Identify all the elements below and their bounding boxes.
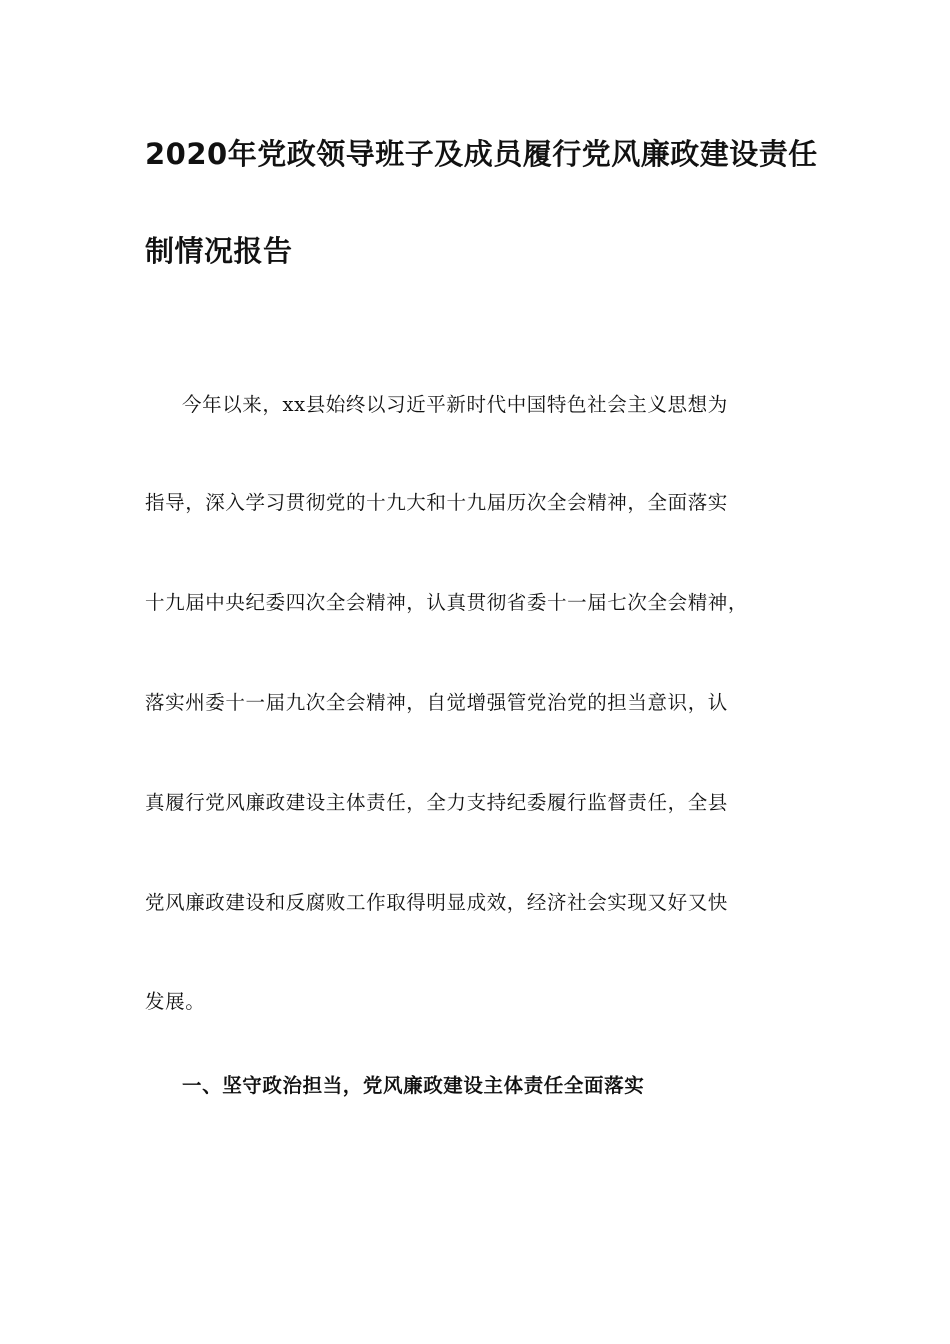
paragraph-line-5: 真履行党风廉政建设主体责任，全力支持纪委履行监督责任，全县 xyxy=(145,791,728,814)
paragraph-line-2: 指导，深入学习贯彻党的十九大和十九届历次全会精神，全面落实 xyxy=(145,491,728,514)
paragraph-line-3: 十九届中央纪委四次全会精神，认真贯彻省委十一届七次全会精神， xyxy=(145,591,749,614)
document-title-line-2: 制情况报告 xyxy=(145,234,293,268)
section-heading: 一、坚守政治担当，党风廉政建设主体责任全面落实 xyxy=(182,1074,645,1097)
document-title-line-1: 2020年党政领导班子及成员履行党风廉政建设责任 xyxy=(145,137,818,171)
paragraph-line-7: 发展。 xyxy=(145,990,206,1013)
paragraph-line-6: 党风廉政建设和反腐败工作取得明显成效，经济社会实现又好又快 xyxy=(145,891,728,914)
paragraph-line-4: 落实州委十一届九次全会精神，自觉增强管党治党的担当意识，认 xyxy=(145,691,728,714)
paragraph-line-1: 今年以来，xx县始终以习近平新时代中国特色社会主义思想为 xyxy=(182,393,728,416)
